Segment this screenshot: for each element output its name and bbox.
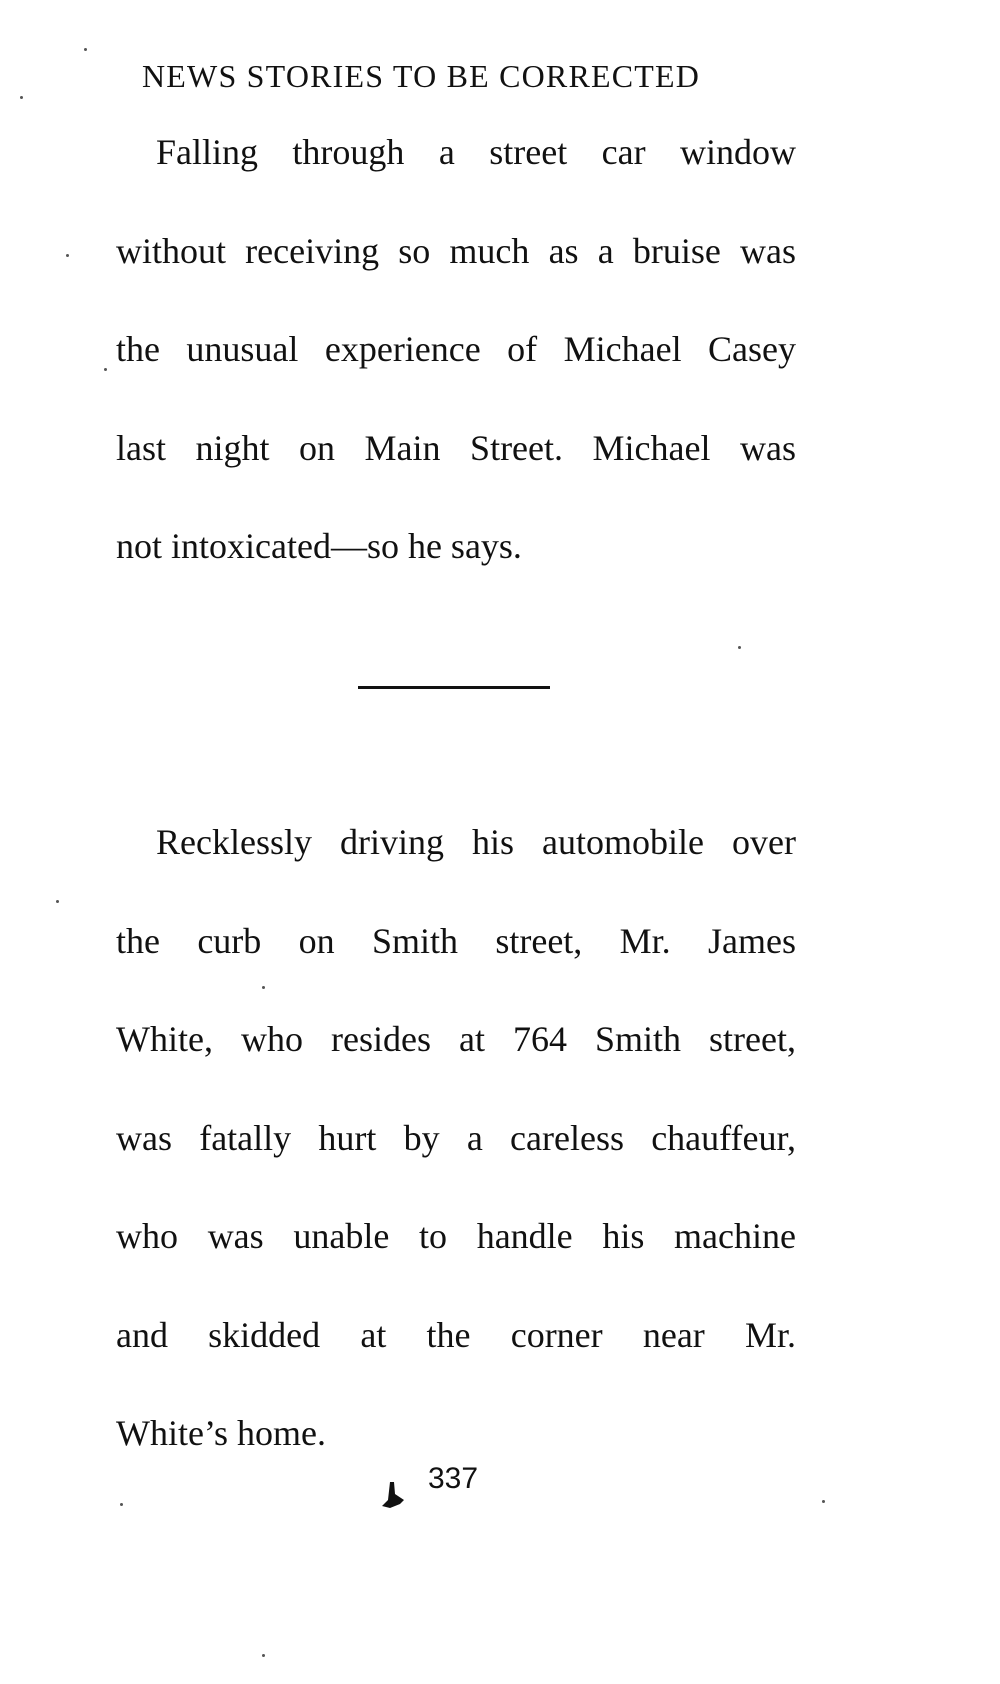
story-line: Recklessly driving his automobile over: [156, 822, 796, 862]
page-number: 337: [428, 1462, 479, 1495]
section-divider-rule: [358, 686, 550, 689]
story-line: the unusual experience of Michael Casey: [116, 329, 796, 369]
scan-speck: [822, 1500, 825, 1503]
story-line: who was unable to handle his machine: [116, 1216, 796, 1256]
scan-speck: [120, 1503, 123, 1506]
scan-speck: [262, 1654, 265, 1657]
news-story-1: [116, 120, 796, 613]
story-line: the curb on Smith street, Mr. James: [116, 920, 796, 961]
story-line: without receiving so much as a bruise was: [116, 230, 796, 271]
story-line: White, who resides at 764 Smith street,: [116, 1019, 796, 1059]
scan-speck: [66, 254, 69, 257]
printer-mark-icon: [376, 1478, 410, 1512]
scan-speck: [738, 646, 741, 649]
story-line: last night on Main Street. Michael was: [116, 427, 796, 468]
running-head: NEWS STORIES TO BE CORRECTED: [142, 58, 701, 94]
story-line: not intoxicated—so he says.: [116, 526, 522, 566]
scan-speck: [56, 900, 59, 903]
story-line: was fatally hurt by a careless chauffeur,: [116, 1117, 796, 1158]
scan-speck: [262, 986, 265, 989]
story-line: and skidded at the corner near Mr.: [116, 1314, 796, 1355]
scan-speck: [104, 368, 107, 371]
scan-speck: [84, 48, 87, 51]
story-line: Falling through a street car window: [156, 132, 796, 172]
scan-speck: [20, 96, 23, 99]
story-line: White’s home.: [116, 1413, 326, 1453]
news-story-2: [116, 810, 796, 1500]
